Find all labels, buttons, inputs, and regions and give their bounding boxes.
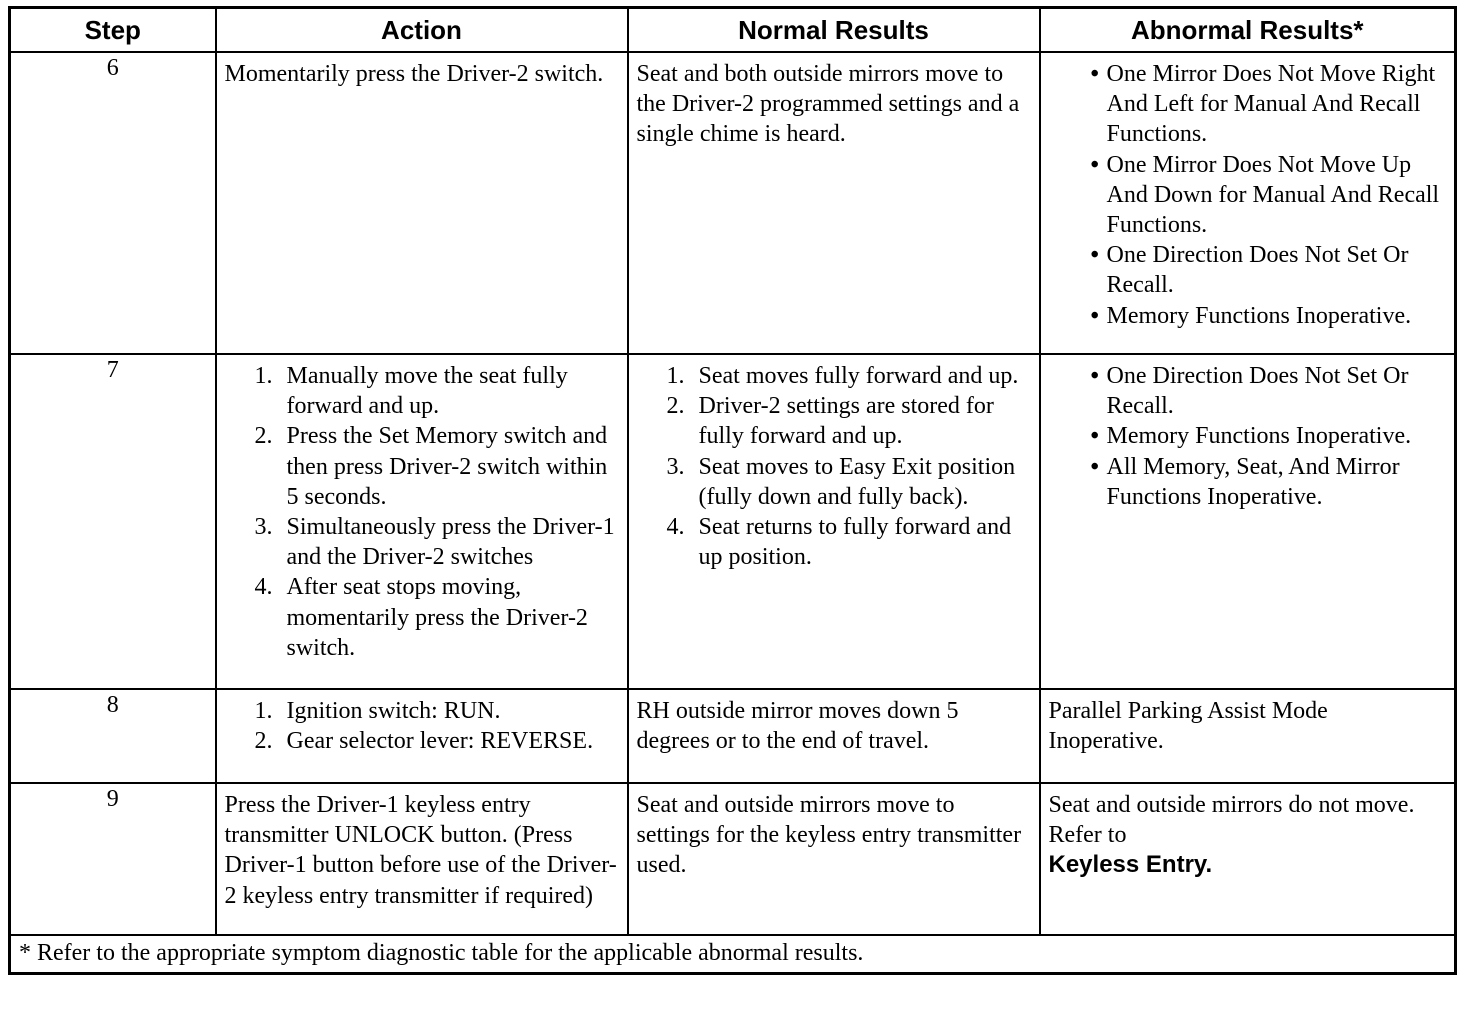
bullet-icon: • (1090, 453, 1099, 480)
footnote-row (10, 935, 1456, 974)
keyless-entry-reference: Keyless Entry. (1048, 851, 1213, 879)
normal-text: RH outside mirror moves down 5 degrees or to the end of travel. (636, 698, 959, 755)
action-text: Press the Driver-1 keyless entry transmitter UNLOCK button. (Press Driver-1 button before use of the Driver-2 keyless entry transmitter if required) (224, 792, 617, 909)
list-item: 1. Ignition switch: RUN. (254, 698, 501, 724)
header-abnormal-results: Abnormal Results* (1040, 8, 1456, 53)
list-item: • One Mirror Does Not Move Right And Left for Manual And Recall Functions. (1090, 61, 1436, 148)
bullet-icon: • (1090, 151, 1099, 178)
bullet-icon: • (1090, 363, 1099, 389)
header-normal-results: Normal Results (628, 8, 1040, 53)
action-list (225, 361, 619, 663)
step-number: 8 (10, 689, 216, 783)
list-item: • Memory Functions Inoperative. (1049, 421, 1447, 451)
step-number: 7 (10, 354, 216, 689)
list-item: • All Memory, Seat, And Mirror Functions Inoperative. (1090, 453, 1400, 510)
abnormal-results-cell (1040, 52, 1456, 354)
list-item: 3. Seat moves to Easy Exit position (fully down and fully back). (666, 453, 1016, 510)
normal-list (637, 361, 1031, 572)
action-cell (216, 783, 628, 935)
list-item: 3. Simultaneously press the Driver-1 and the Driver-2 switches (254, 514, 615, 571)
list-item: • Memory Functions Inoperative. (1049, 301, 1447, 331)
action-cell (216, 52, 628, 354)
bullet-icon: • (1090, 423, 1099, 450)
step-number: 9 (10, 783, 216, 935)
abnormal-results-cell (1040, 689, 1456, 783)
list-item: 4. Seat returns to fully forward and up position. (666, 514, 1012, 571)
abnormal-list (1049, 59, 1447, 331)
action-list (225, 696, 619, 756)
action-cell (216, 689, 628, 783)
abnormal-results-cell (1040, 783, 1456, 935)
footnote: * Refer to the appropriate symptom diagnostic table for the applicable abnormal results. (10, 935, 1456, 974)
list-item: • One Direction Does Not Set Or Recall. (1090, 242, 1409, 299)
table-row (10, 689, 1456, 783)
bullet-icon: • (1090, 61, 1099, 87)
abnormal-text: Parallel Parking Assist Mode Inoperative. (1048, 698, 1328, 755)
diagnostic-table (8, 6, 1457, 975)
action-text: Momentarily press the Driver-2 switch. (224, 61, 604, 87)
bullet-icon: • (1090, 302, 1099, 329)
table-row (10, 52, 1456, 354)
list-item: 1. Seat moves fully forward and up. (666, 363, 1019, 389)
header-step: Step (10, 8, 216, 53)
abnormal-list (1049, 361, 1447, 512)
list-item: • One Mirror Does Not Move Up And Down for Manual And Recall Functions. (1090, 151, 1440, 239)
normal-results-cell (628, 52, 1040, 354)
normal-results-cell (628, 689, 1040, 783)
abnormal-results-cell (1040, 354, 1456, 689)
list-item: 2. Press the Set Memory switch and then press Driver-2 switch within 5 seconds. (254, 423, 608, 510)
normal-results-cell (628, 354, 1040, 689)
normal-text: Seat and both outside mirrors move to the Driver-2 programmed settings and a single chime is heard. (636, 61, 1020, 148)
bullet-icon: • (1090, 242, 1099, 269)
list-item: 2. Driver-2 settings are stored for fully forward and up. (666, 393, 994, 450)
list-item: • One Direction Does Not Set Or Recall. (1090, 363, 1409, 420)
abnormal-text: Seat and outside mirrors do not move. Refer to (1048, 792, 1415, 849)
header-action: Action (216, 8, 628, 53)
action-cell (216, 354, 628, 689)
table-row (10, 783, 1456, 935)
step-number: 6 (10, 52, 216, 354)
list-item: 4. After seat stops moving, momentarily press the Driver-2 switch. (254, 574, 588, 661)
list-item: 2. Gear selector lever: REVERSE. (254, 728, 594, 755)
normal-text: Seat and outside mirrors move to settings for the keyless entry transmitter used. (636, 792, 1022, 879)
list-item: 1. Manually move the seat fully forward and up. (254, 363, 568, 420)
header-row (10, 8, 1456, 53)
table-row (10, 354, 1456, 689)
normal-results-cell (628, 783, 1040, 935)
